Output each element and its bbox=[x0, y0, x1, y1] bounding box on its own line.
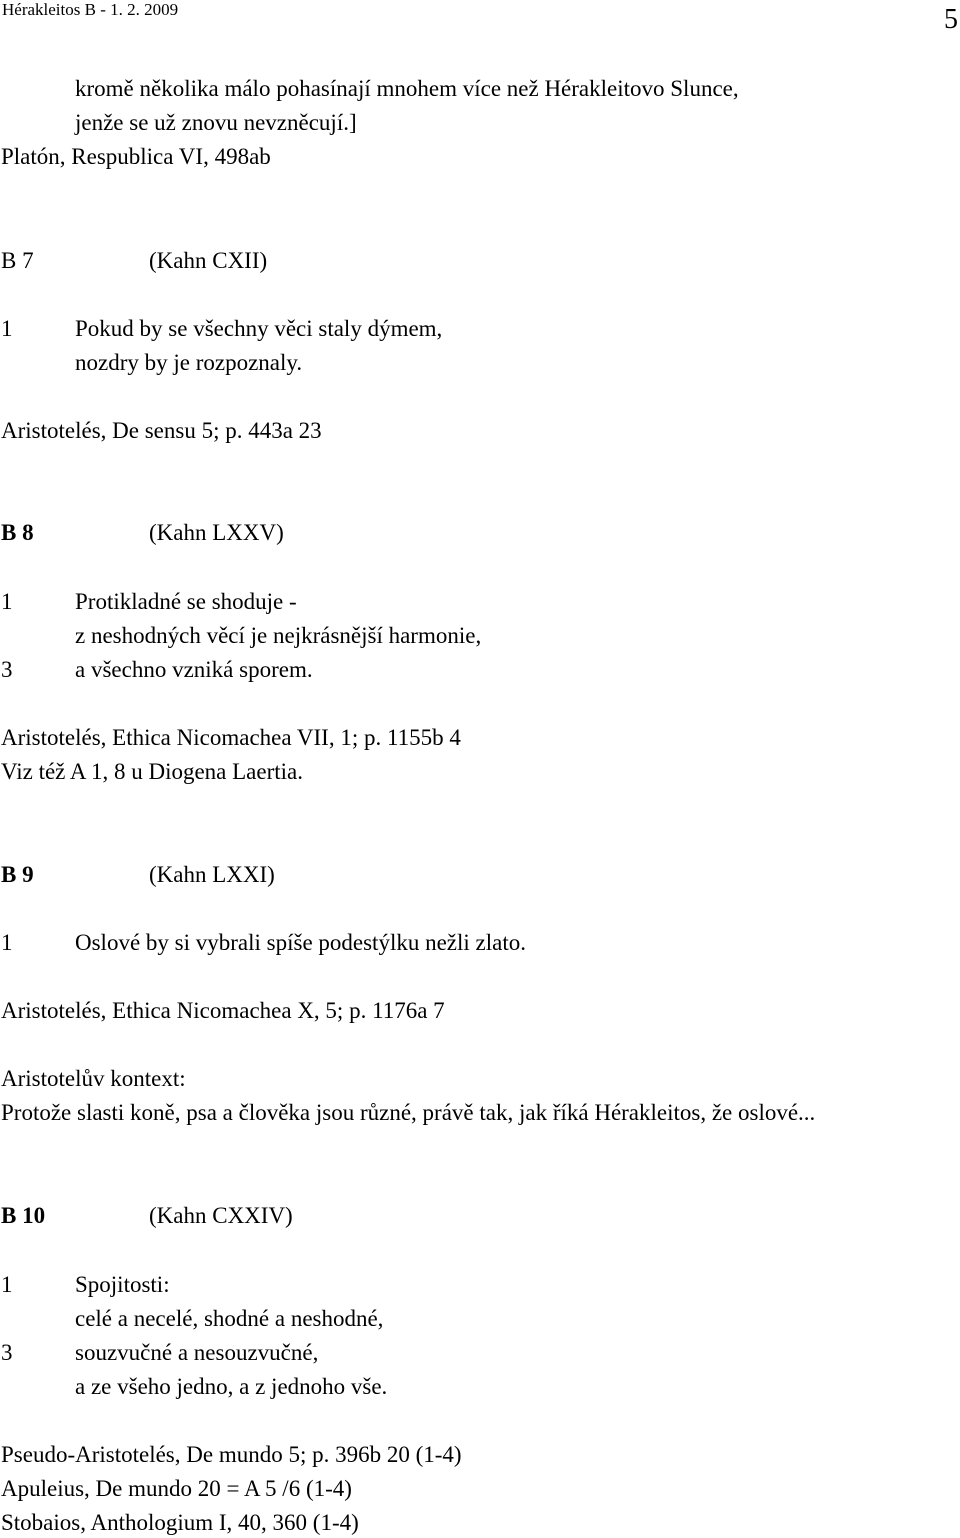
fragment-line: z neshodných věcí je nejkrásnější harmonie, bbox=[75, 623, 482, 648]
fragment-source: Viz též A 1, 8 u Diogena Laertia. bbox=[1, 759, 303, 784]
continuation-source: Platón, Respublica VI, 498ab bbox=[1, 144, 271, 169]
fragment-source: Apuleius, De mundo 20 = A 5 /6 (1-4) bbox=[1, 1476, 352, 1501]
line-number: 3 bbox=[1, 1340, 13, 1365]
line-number: 3 bbox=[1, 657, 13, 682]
fragment-line: souzvučné a nesouzvučné, bbox=[75, 1340, 319, 1365]
kahn-ref-b10: (Kahn CXXIV) bbox=[149, 1203, 293, 1228]
fragment-source: Stobaios, Anthologium I, 40, 360 (1-4) bbox=[1, 1510, 359, 1535]
running-header: Hérakleitos B - 1. 2. 2009 bbox=[2, 0, 179, 19]
continuation-line-1: kromě několika málo pohasínají mnohem více než Hérakleitovo Slunce, bbox=[75, 76, 739, 101]
context-text: Protože slasti koně, psa a člověka jsou různé, právě tak, jak říká Hérakleitos, že oslové... bbox=[1, 1100, 816, 1125]
line-number: 1 bbox=[1, 589, 13, 614]
kahn-ref-b7: (Kahn CXII) bbox=[149, 248, 268, 273]
fragment-line: a všechno vzniká sporem. bbox=[75, 657, 313, 682]
fragment-id-b10: B 10 bbox=[1, 1203, 46, 1228]
fragment-line: Spojitosti: bbox=[75, 1272, 170, 1297]
fragment-source: Pseudo-Aristotelés, De mundo 5; p. 396b 20 (1-4) bbox=[1, 1442, 462, 1467]
kahn-ref-b9: (Kahn LXXI) bbox=[149, 862, 275, 887]
fragment-line: Protikladné se shoduje - bbox=[75, 589, 297, 614]
line-number: 1 bbox=[1, 930, 13, 955]
fragment-source: Aristotelés, Ethica Nicomachea VII, 1; p. 1155b 4 bbox=[1, 725, 461, 750]
fragment-line: Pokud by se všechny věci staly dýmem, bbox=[75, 316, 443, 341]
fragment-line: a ze všeho jedno, a z jednoho vše. bbox=[75, 1374, 388, 1399]
fragment-line: celé a necelé, shodné a neshodné, bbox=[75, 1306, 384, 1331]
fragment-line: nozdry by je rozpoznaly. bbox=[75, 350, 303, 375]
fragment-id-b8: B 8 bbox=[1, 520, 34, 545]
fragment-id-b9: B 9 bbox=[1, 862, 34, 887]
context-label: Aristotelův kontext: bbox=[1, 1066, 186, 1091]
line-number: 1 bbox=[1, 1272, 13, 1297]
page-number: 5 bbox=[944, 4, 958, 35]
kahn-ref-b8: (Kahn LXXV) bbox=[149, 520, 284, 545]
fragment-source: Aristotelés, De sensu 5; p. 443a 23 bbox=[1, 418, 322, 443]
continuation-line-2: jenže se už znovu nevzněcují.] bbox=[75, 110, 357, 135]
fragment-line: Oslové by si vybrali spíše podestýlku nežli zlato. bbox=[75, 930, 526, 955]
fragment-source: Aristotelés, Ethica Nicomachea X, 5; p. 1176a 7 bbox=[1, 998, 445, 1023]
line-number: 1 bbox=[1, 316, 13, 341]
fragment-id-b7: B 7 bbox=[1, 248, 34, 273]
